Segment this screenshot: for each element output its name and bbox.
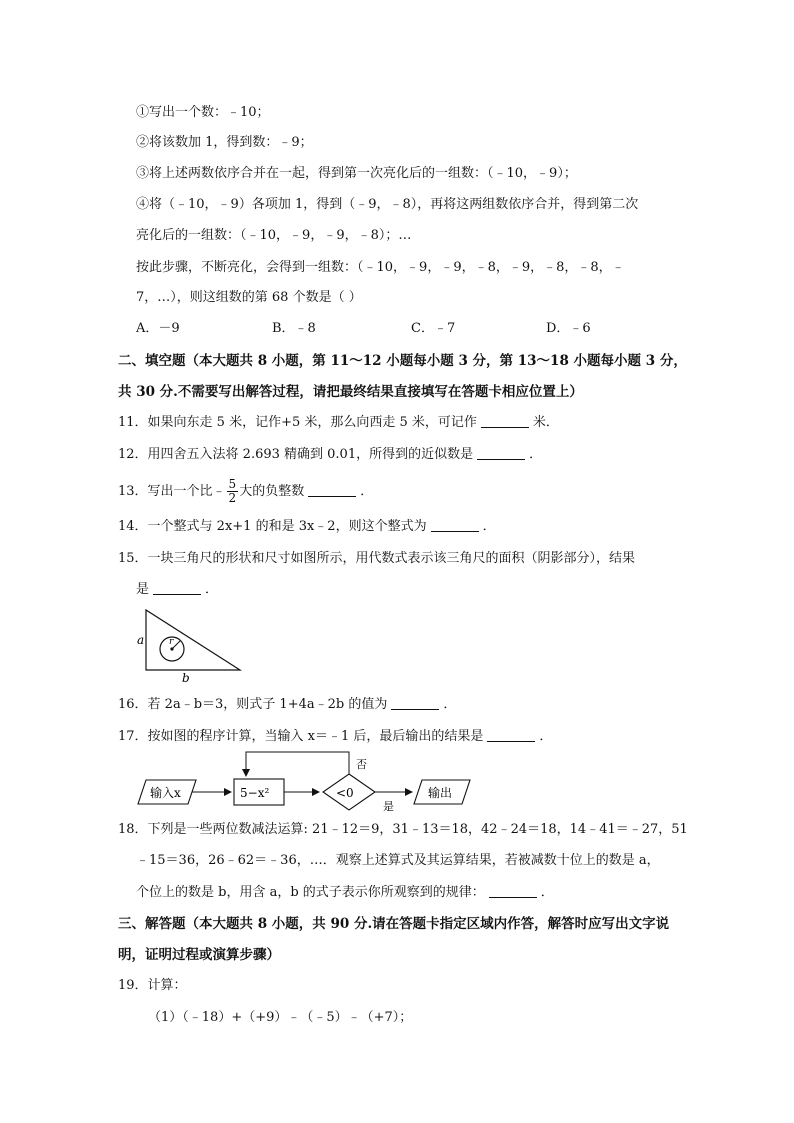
q10-option-c: C．﹣7 xyxy=(411,321,456,336)
q10-option-d: D．﹣6 xyxy=(546,321,591,336)
q13-text-mid: 大的负整数 xyxy=(239,484,305,499)
q15-text: 是 xyxy=(136,582,150,597)
q10-option-a: A．－9 xyxy=(136,321,180,336)
q14-answer-blank xyxy=(431,519,479,532)
q10-rule-line2: 7，…），则这组数的第 68 个数是（ ） xyxy=(136,290,362,305)
q17-answer-blank xyxy=(487,729,535,742)
q13-end: ． xyxy=(360,484,374,499)
flow-loop-arrow xyxy=(246,752,349,776)
flow-no-label: 否 xyxy=(356,758,367,771)
q10-rule-line1: 按此步骤，不断亮化，会得到一组数：（﹣10，﹣9，﹣9，﹣8，﹣9，﹣8，﹣8，﹣ xyxy=(136,260,625,275)
flow-output-label: 输出 xyxy=(428,786,453,800)
q13-answer-blank xyxy=(308,484,356,497)
q15-line2 xyxy=(136,581,218,599)
q10-step3: ③将上述两数依序合并在一起，得到第一次亮化后的一组数：（﹣10，﹣9）； xyxy=(136,166,577,181)
label-b: b xyxy=(182,671,190,684)
q13-numerator: 5 xyxy=(228,477,237,491)
section3-title-line2: 明，证明过程或演算步骤） xyxy=(118,947,280,963)
q15-end: ． xyxy=(205,582,219,597)
q10-step4-line1: ④将（﹣10，﹣9）各项加 1，得到（﹣9，﹣8），再将这两组数依序合并，得到第二次 xyxy=(136,197,639,212)
q10-step4-line2: 亮化后的一组数：（﹣10，﹣9，﹣9，﹣8）；… xyxy=(136,228,412,243)
q14-text: 14．一个整式与 2x+1 的和是 3x﹣2，则这个整式为 xyxy=(118,519,427,534)
q17 xyxy=(118,728,552,746)
q14 xyxy=(118,518,496,536)
label-a: a xyxy=(137,633,145,647)
q18-line2: ﹣15＝36，26﹣62＝﹣36，…．观察上述算式及其运算结果，若被减数十位上的数是 a， xyxy=(136,853,660,868)
triangle-outline xyxy=(146,610,240,670)
section2-title-line2: 共 30 分.不需要写出解答过程，请把最终结果直接填写在答题卡相应位置上） xyxy=(118,384,583,400)
q18-line3 xyxy=(136,884,554,902)
q11-text: 11．如果向东走 5 米，记作+5 米，那么向西走 5 米，可记作 xyxy=(118,415,477,430)
q13-text: 13．写出一个比﹣ xyxy=(118,484,226,499)
q19-title: 19．计算： xyxy=(118,978,187,993)
q18-end: ． xyxy=(540,885,554,900)
q14-end: ． xyxy=(482,519,496,534)
q13-denominator: 2 xyxy=(228,491,237,505)
q12-answer-blank xyxy=(477,447,525,460)
section3-title-line1: 三、解答题（本大题共 8 小题，共 90 分.请在答题卡指定区域内作答，解答时应写出文字说 xyxy=(118,916,670,932)
q13 xyxy=(118,478,373,505)
q17-text: 17．按如图的程序计算，当输入 x＝﹣1 后，最后输出的结果是 xyxy=(118,729,484,744)
q12-end: ． xyxy=(529,447,543,462)
flow-decision-label: <0 xyxy=(336,786,354,800)
program-flowchart xyxy=(130,748,480,816)
q12 xyxy=(118,446,542,464)
q11 xyxy=(118,414,559,432)
flow-input-label: 输入x xyxy=(150,786,181,800)
q10-option-b: B．﹣8 xyxy=(272,321,316,336)
q16-text: 16．若 2a﹣b＝3，则式子 1+4a﹣2b 的值为 xyxy=(118,697,388,712)
q15-answer-blank xyxy=(153,582,201,595)
q16-answer-blank xyxy=(391,697,439,710)
q12-text: 12．用四舍五入法将 2.693 精确到 0.01，所得到的近似数是 xyxy=(118,447,474,462)
q16 xyxy=(118,696,456,714)
flow-process-label: 5−x² xyxy=(240,786,270,800)
q17-end: ． xyxy=(539,729,553,744)
q11-answer-blank xyxy=(481,415,529,428)
q13-fraction xyxy=(227,478,239,505)
q11-unit: 米． xyxy=(532,415,559,430)
q18-text: 个位上的数是 b，用含 a，b 的式子表示你所观察到的规律： xyxy=(136,885,485,900)
q18-line1: 18．下列是一些两位数减法运算: 21﹣12＝9，31﹣13＝18，42﹣24＝18，14﹣41＝﹣27，51 xyxy=(118,822,688,837)
q19-part1: （1）（﹣18）+（+9）﹣（﹣5）﹣（+7）； xyxy=(148,1010,413,1025)
q10-step2: ②将该数加 1，得到数：﹣9； xyxy=(136,135,313,150)
flow-yes-label: 是 xyxy=(383,800,394,813)
label-r: r xyxy=(169,637,174,647)
q10-step1: ①写出一个数：﹣10； xyxy=(136,105,270,120)
q18-answer-blank xyxy=(489,885,537,898)
triangle-ruler-figure xyxy=(132,606,248,684)
section2-title-line1: 二、填空题（本大题共 8 小题，第 11～12 小题每小题 3 分，第 13～18 小题每小题 3 分， xyxy=(118,353,687,369)
q16-end: ． xyxy=(443,697,457,712)
q15-line1: 15．一块三角尺的形状和尺寸如图所示，用代数式表示该三角尺的面积（阴影部分），结果 xyxy=(118,551,636,566)
